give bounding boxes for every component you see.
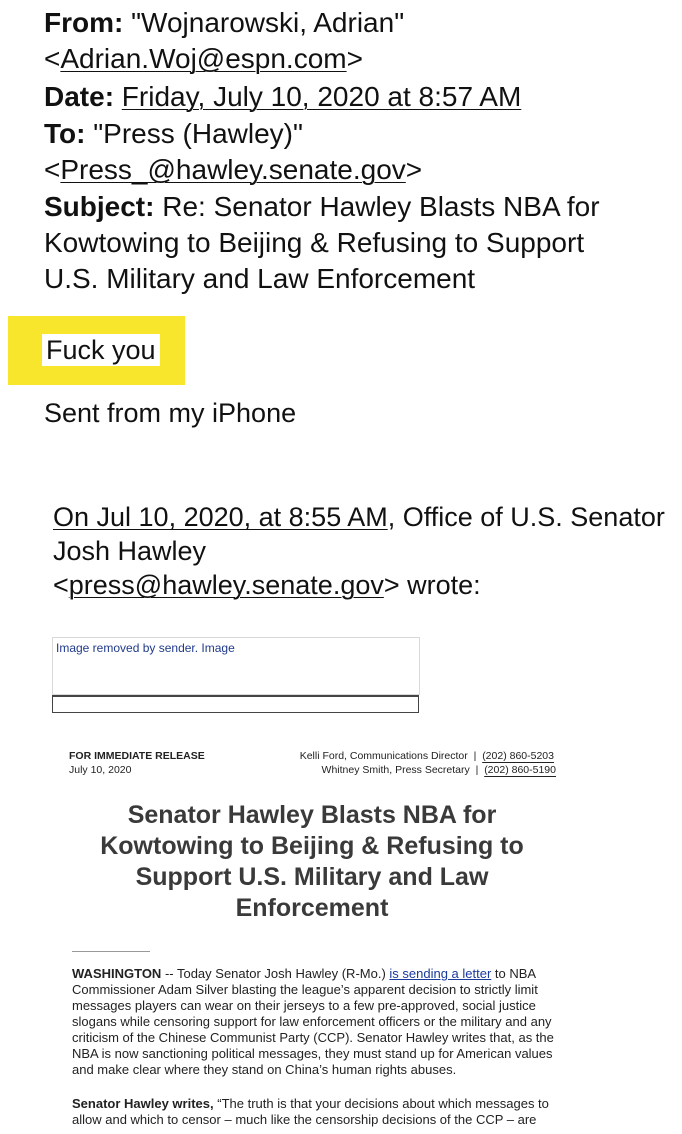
release-date: July 10, 2020	[69, 764, 132, 776]
from-email-link[interactable]: Adrian.Woj@espn.com	[60, 43, 347, 74]
subject-value: Re: Senator Hawley Blasts NBA for Kowtowing to Beijing & Refusing to Support U.S. Military and Law Enforcement	[44, 191, 600, 294]
date-label: Date:	[44, 81, 115, 112]
contact-1	[296, 749, 554, 763]
dateline: WASHINGTON	[72, 966, 162, 981]
from-line	[44, 5, 674, 77]
to-email-link[interactable]: Press_@hawley.senate.gov	[60, 154, 406, 185]
quoted-email-link[interactable]: press@hawley.senate.gov	[68, 570, 384, 600]
date-value[interactable]: Friday, July 10, 2020 at 8:57 AM	[121, 81, 522, 112]
date-line	[44, 79, 674, 115]
letter-link[interactable]: is sending a letter	[389, 966, 492, 981]
removed-image-frame	[52, 695, 419, 713]
removed-image-placeholder	[52, 637, 420, 695]
quoted-intro	[53, 500, 673, 602]
to-label: To:	[44, 118, 86, 149]
from-addr-open: <	[44, 43, 61, 74]
contact-1-name: Kelli Ford, Communications Director	[299, 750, 468, 762]
from-name: "Wojnarowski, Adrian"	[123, 7, 405, 38]
to-addr-close: >	[405, 154, 423, 185]
press-release-title: Senator Hawley Blasts NBA for Kowtowing to Beijing & Refusing to Support U.S. Military and Law Enforcement	[100, 801, 524, 922]
paragraph-1-start: -- Today Senator Josh Hawley (R-Mo.)	[161, 966, 390, 981]
to-addr-open: <	[44, 154, 61, 185]
quoted-sender: , Office of U.S. Senator Josh Hawley	[53, 502, 665, 566]
to-name: "Press (Hawley)"	[85, 118, 303, 149]
contact-1-phone[interactable]: (202) 860-5203	[482, 750, 554, 762]
paragraph-1	[72, 966, 562, 1078]
contact-2-name: Whitney Smith, Press Secretary	[321, 764, 470, 776]
release-label: FOR IMMEDIATE RELEASE	[69, 750, 205, 762]
image-removed-text: Image removed by sender. Image	[56, 641, 235, 655]
reply-highlight	[8, 316, 185, 385]
paragraph-2-text: “The truth is that your decisions about which messages to allow and which to censor – much like the censorship decisions of the CCP – are	[72, 1096, 549, 1127]
to-line	[44, 116, 674, 188]
paragraph-2	[72, 1096, 562, 1128]
from-label: From:	[44, 7, 124, 38]
from-addr-close: >	[346, 43, 363, 74]
signature: Sent from my iPhone	[44, 398, 297, 428]
quoted-wrote: > wrote:	[383, 570, 481, 600]
divider	[72, 951, 150, 952]
quoted-addr-open: <	[53, 570, 69, 600]
contact-2	[296, 763, 556, 777]
contact-2-sep: |	[475, 764, 479, 776]
subject-label: Subject:	[44, 191, 155, 222]
reply-text: Fuck you	[42, 334, 160, 366]
quote-lead: Senator Hawley writes,	[72, 1096, 214, 1111]
quoted-date-link[interactable]: On Jul 10, 2020, at 8:55 AM	[53, 502, 388, 532]
contact-2-phone[interactable]: (202) 860-5190	[484, 764, 556, 776]
paragraph-1-rest: to NBA Commissioner Adam Silver blasting the league’s apparent decision to strictly limit messages players can wear on their jerseys to a few pre-approved, social justice slogans while censoring support for law enforcement officers or the military and any criticism of the Chinese Communist Party (CCP). Senator Hawley writes that, as the NBA is now sanctioning political messages, they must stand up for American values and make clear where they stand on China’s human rights abuses.	[72, 966, 554, 1077]
contact-1-sep: |	[473, 750, 477, 762]
subject-line	[44, 189, 644, 297]
